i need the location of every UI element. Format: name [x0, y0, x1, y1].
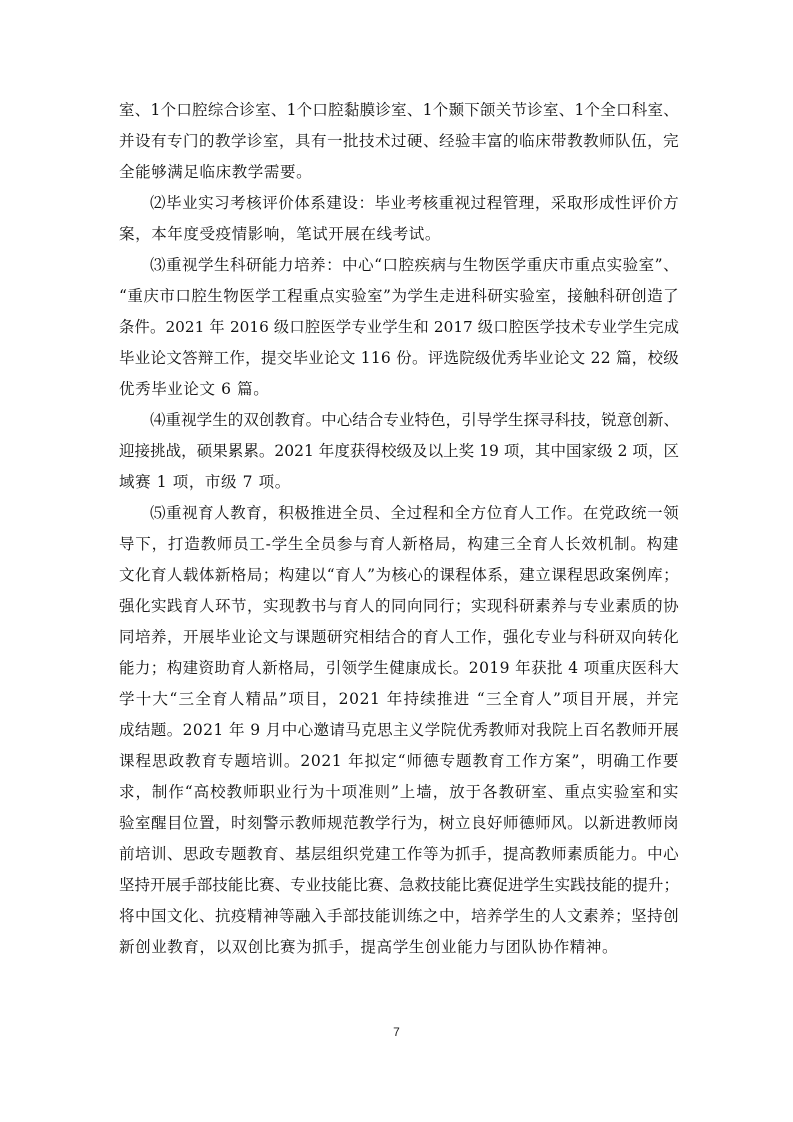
text-line: 域赛 1 项，市级 7 项。 [119, 473, 291, 491]
text-line: ⑸重视育人教育，积极推进全员、全过程和全方位育人工作。在党政统一领 [150, 504, 679, 522]
text-line: “重庆市口腔生物医学工程重点实验室”为学生走进科研实验室，接触科研创造了 [119, 287, 679, 305]
text-line: ⑷重视学生的双创教育。中心结合专业特色，引导学生探寻科技，锐意创新、 [150, 411, 679, 429]
text-line: 求，制作“高校教师职业行为十项准则”上墙，放于各教研室、重点实验室和实 [119, 783, 679, 801]
text-line: 毕业论文答辩工作，提交毕业论文 116 份。评选院级优秀毕业论文 22 篇，校级 [119, 349, 679, 367]
text-line: 全能够满足临床教学需要。 [119, 163, 313, 181]
text-line: ⑶重视学生科研能力培养：中心“口腔疾病与生物医学重庆市重点实验室”、 [150, 256, 679, 274]
text-line: 验室醒目位置，时刻警示教师规范教学行为，树立良好师德师风。以新进教师岗 [119, 814, 679, 832]
text-line: 强化实践育人环节，实现教书与育人的同向同行；实现科研素养与专业素质的协 [119, 597, 679, 615]
text-line: 迎接挑战，硕果累累。2021 年度获得校级及以上奖 19 项，其中国家级 2 项，区 [119, 442, 679, 460]
text-line: 导下，打造教师员工-学生全员参与育人新格局，构建三全育人长效机制。构建 [119, 535, 679, 553]
text-line: 前培训、思政专题教育、基层组织党建工作等为抓手，提高教师素质能力。中心 [119, 845, 679, 863]
text-line: 条件。2021 年 2016 级口腔医学专业学生和 2017 级口腔医学技术专业学生完成 [119, 318, 679, 336]
page-number: 7 [393, 1025, 400, 1039]
text-line: 学十大“三全育人精品”项目，2021 年持续推进 “三全育人”项目开展，并完 [119, 690, 679, 708]
text-line: 室、1个口腔综合诊室、1个口腔黏膜诊室、1个颞下颌关节诊室、1个全口科室、 [119, 101, 679, 119]
paragraph-moral-education [119, 498, 679, 963]
paragraph-innovation-education [119, 405, 679, 498]
paragraph-clinic-facilities [119, 95, 679, 188]
text-line: 成结题。2021 年 9 月中心邀请马克思主义学院优秀教师对我院上百名教师开展 [119, 721, 680, 739]
text-line: ⑵毕业实习考核评价体系建设：毕业考核重视过程管理，采取形成性评价方 [150, 194, 679, 212]
text-line: 并设有专门的教学诊室，具有一批技术过硬、经验丰富的临床带教教师队伍，完 [119, 132, 679, 150]
text-line: 同培养，开展毕业论文与课题研究相结合的育人工作，强化专业与科研双向转化 [119, 628, 679, 646]
page-body [119, 95, 679, 963]
text-line: 新创业教育，以双创比赛为抓手，提高学生创业能力与团队协作精神。 [119, 938, 619, 956]
text-line: 能力；构建资助育人新格局，引领学生健康成长。2019 年获批 4 项重庆医科大 [119, 659, 680, 677]
text-line: 文化育人载体新格局；构建以“育人”为核心的课程体系，建立课程思政案例库； [119, 566, 679, 584]
text-line: 案，本年度受疫情影响，笔试开展在线考试。 [119, 225, 442, 243]
paragraph-research-training [119, 250, 679, 405]
paragraph-internship-assessment [119, 188, 679, 250]
text-line: 坚持开展手部技能比赛、专业技能比赛、急救技能比赛促进学生实践技能的提升； [119, 876, 679, 894]
text-line: 将中国文化、抗疫精神等融入手部技能训练之中，培养学生的人文素养；坚持创 [119, 907, 679, 925]
text-line: 优秀毕业论文 6 篇。 [119, 380, 270, 398]
text-line: 课程思政教育专题培训。2021 年拟定“师德专题教育工作方案”，明确工作要 [119, 752, 679, 770]
